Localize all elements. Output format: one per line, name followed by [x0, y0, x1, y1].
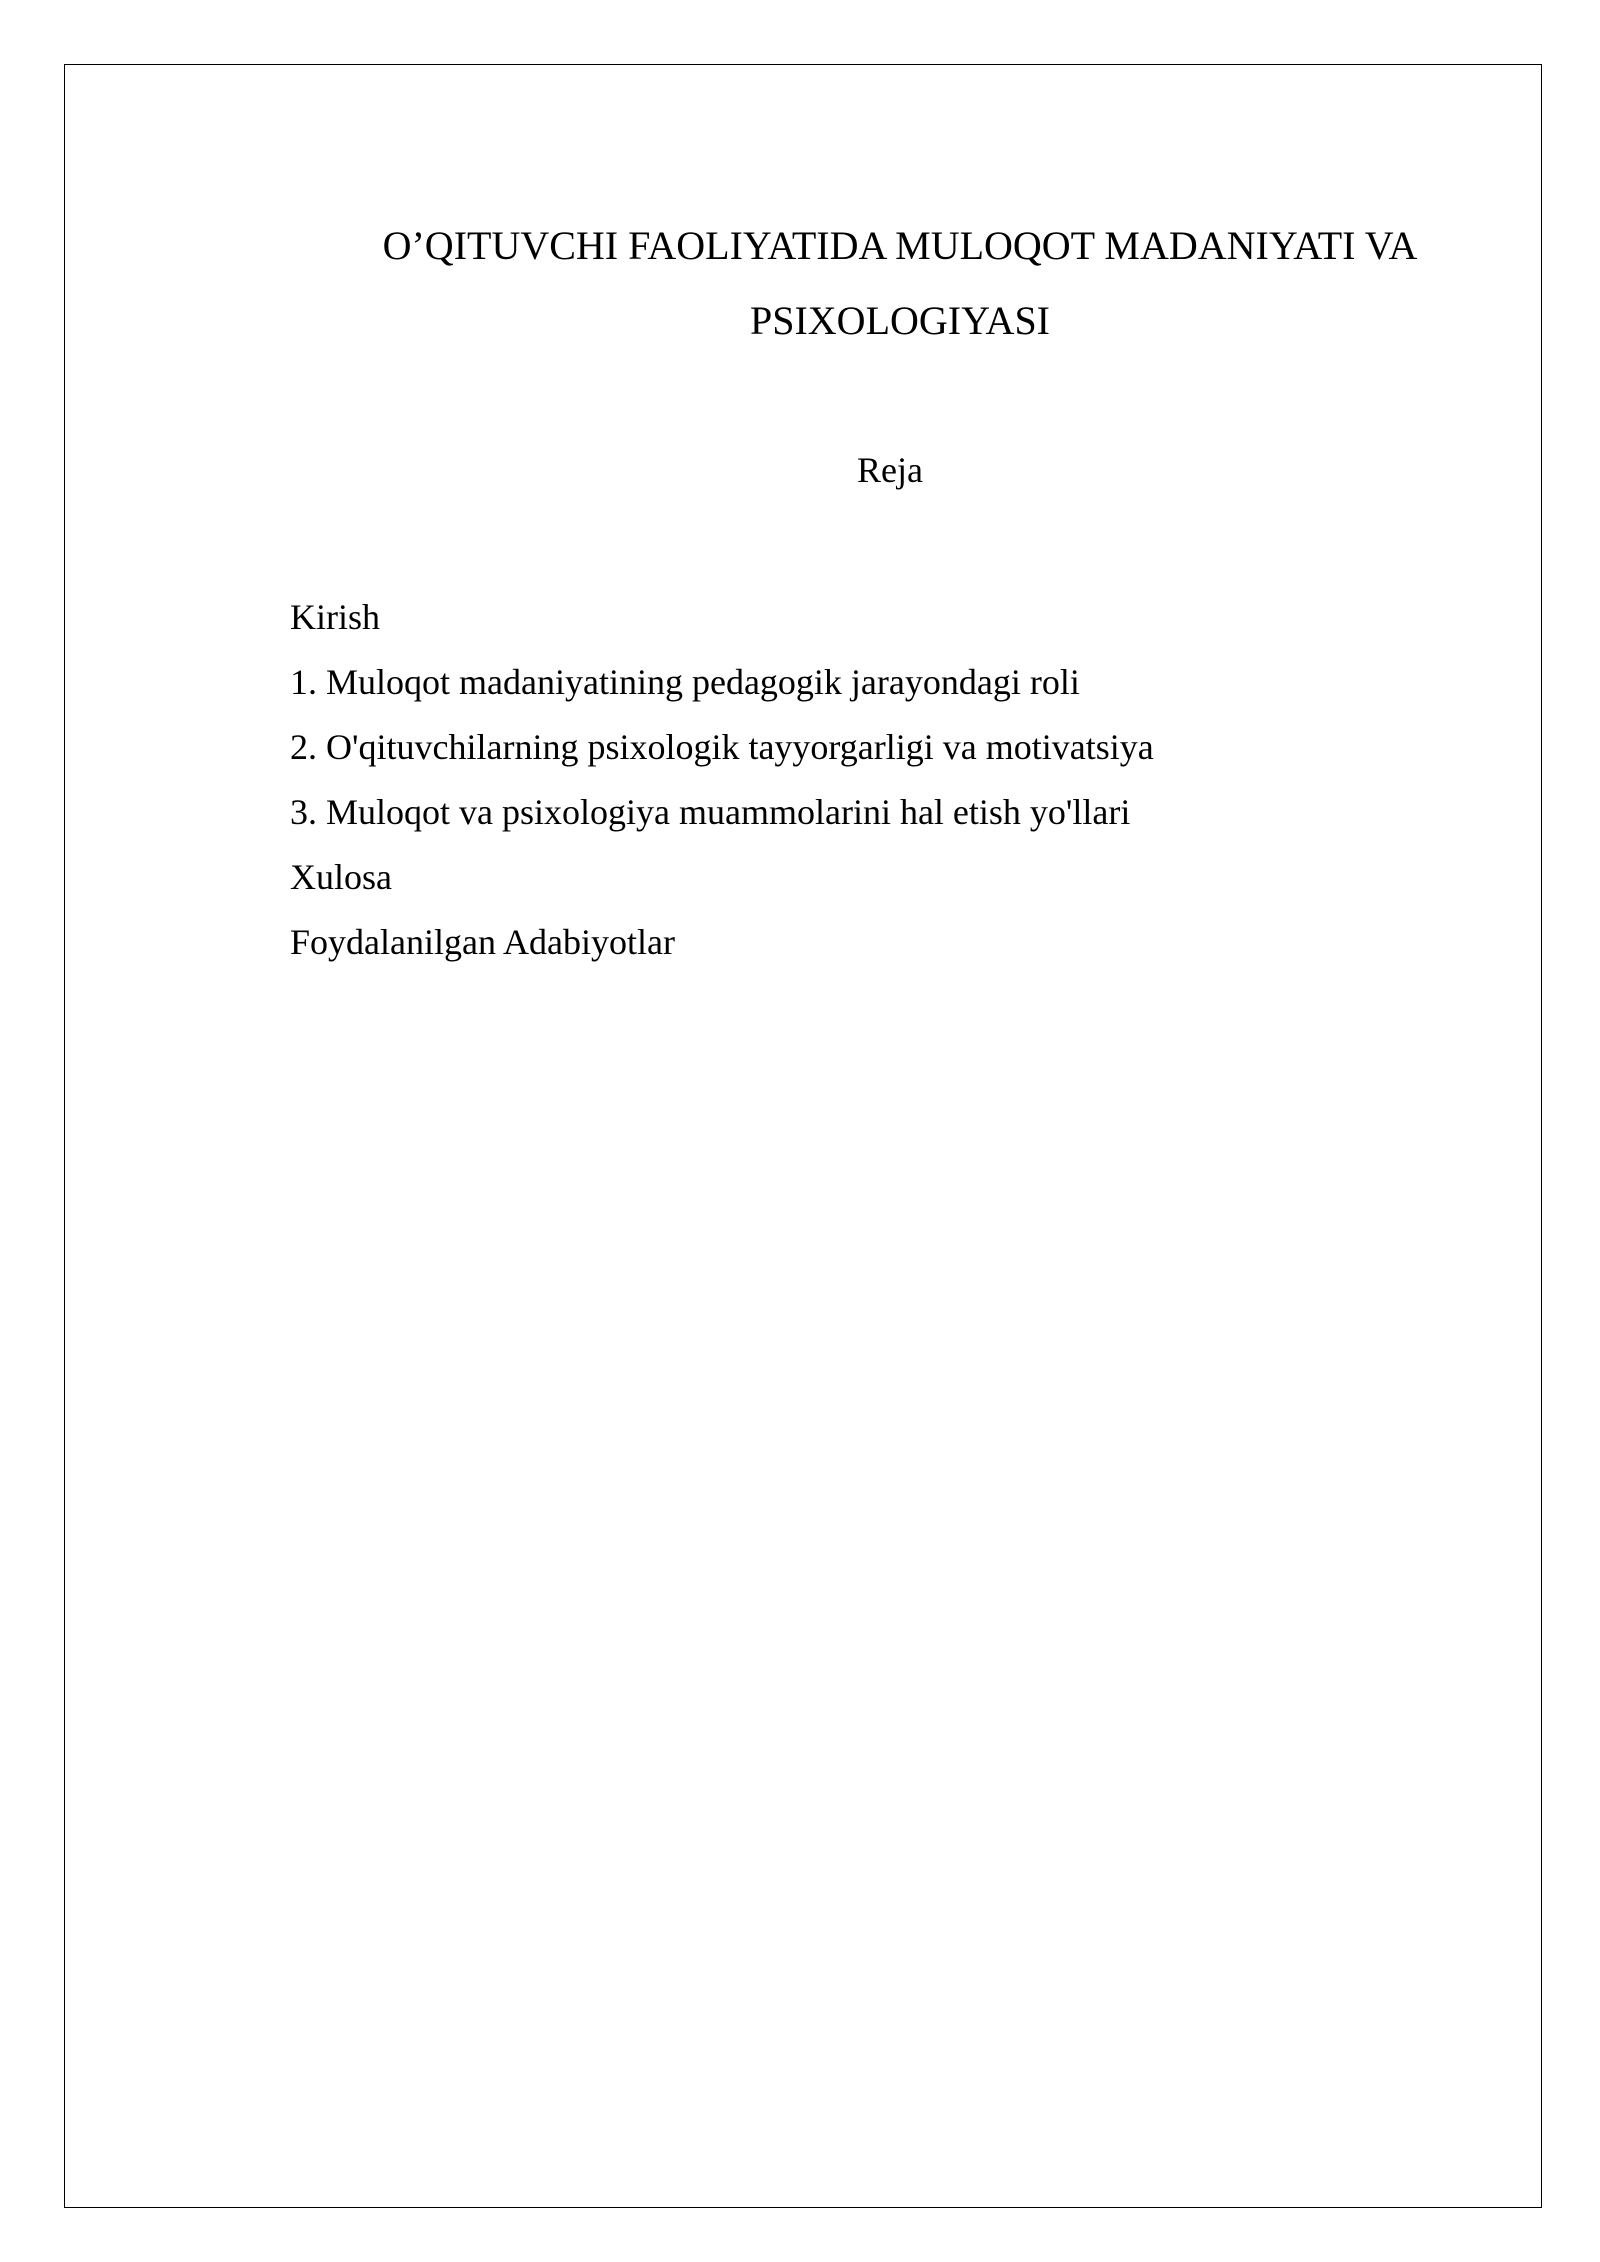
plan-item-1: 1. Muloqot madaniyatining pedagogik jarayondagi roli: [290, 662, 1080, 702]
plan-heading: Reja: [857, 450, 923, 490]
plan-item-references: Foydalanilgan Adabiyotlar: [290, 922, 675, 962]
document-title: [290, 208, 1510, 358]
plan-item-introduction: Kirish: [290, 597, 380, 637]
title-line-1: O’QITUVCHI FAOLIYATIDA MULOQOT MADANIYATI VA: [382, 223, 1418, 268]
plan-item-3: 3. Muloqot va psixologiya muammolarini hal etish yo'llari: [290, 792, 1131, 832]
page-border: [64, 64, 1542, 2208]
title-line-2: PSIXOLOGIYASI: [749, 298, 1051, 343]
plan-list: [290, 585, 1490, 975]
plan-item-2: 2. O'qituvchilarning psixologik tayyorgarligi va motivatsiya: [290, 727, 1154, 767]
plan-item-conclusion: Xulosa: [290, 857, 392, 897]
